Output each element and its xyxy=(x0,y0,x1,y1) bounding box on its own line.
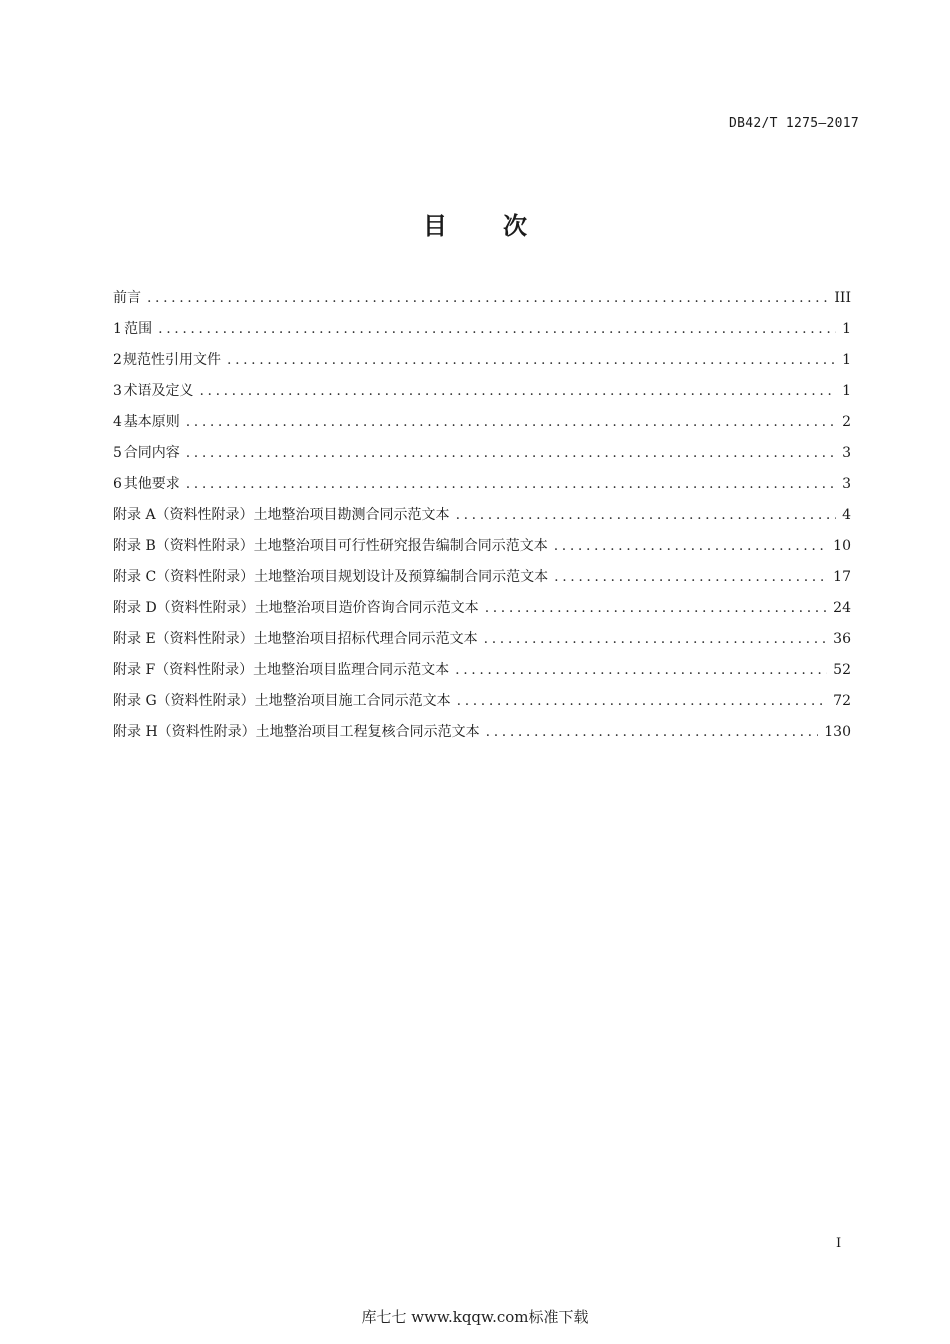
table-of-contents xyxy=(113,286,851,751)
toc-appendix-prefix: 附录 A（资料性附录） xyxy=(113,507,254,523)
toc-entry-label: 土地整治项目规划设计及预算编制合同示范文本 xyxy=(254,569,549,585)
toc-entry-label: 合同内容 xyxy=(123,445,180,461)
toc-dot-leader xyxy=(554,534,827,558)
toc-dot-leader xyxy=(227,348,836,372)
toc-chapter-number: 6 xyxy=(113,476,122,492)
toc-page-number: 4 xyxy=(842,507,851,523)
toc-chapter-number: 3 xyxy=(113,383,122,399)
standard-code: DB42/T 1275—2017 xyxy=(728,116,859,131)
toc-entry-chapter-5[interactable] xyxy=(113,441,851,472)
toc-entry-label: 土地整治项目施工合同示范文本 xyxy=(254,693,451,709)
page-number: I xyxy=(836,1236,842,1251)
toc-entry-chapter-2[interactable] xyxy=(113,348,851,379)
toc-entry-appendix-c[interactable] xyxy=(113,565,851,596)
toc-appendix-prefix: 附录 G（资料性附录） xyxy=(113,693,255,709)
toc-chapter-number: 5 xyxy=(113,445,122,461)
toc-entry-label: 基本原则 xyxy=(123,414,180,430)
toc-entry-label: 范围 xyxy=(124,321,153,337)
toc-entry-label: 土地整治项目可行性研究报告编制合同示范文本 xyxy=(253,538,548,554)
toc-entry-appendix-e[interactable] xyxy=(113,627,851,658)
toc-chapter-number: 1 xyxy=(113,321,122,337)
toc-page-number: 10 xyxy=(833,538,851,554)
toc-dot-leader xyxy=(199,379,836,403)
toc-entry-foreword[interactable] xyxy=(113,286,851,317)
toc-entry-label: 术语及定义 xyxy=(123,383,194,399)
toc-entry-label: 土地整治项目勘测合同示范文本 xyxy=(253,507,450,523)
toc-page-number: 1 xyxy=(842,383,851,399)
toc-page-number: 3 xyxy=(842,445,851,461)
toc-entry-label: 前言 xyxy=(113,290,141,306)
toc-entry-appendix-d[interactable] xyxy=(113,596,851,627)
toc-page-number: 1 xyxy=(842,352,851,368)
toc-page-number: 2 xyxy=(842,414,851,430)
toc-dot-leader xyxy=(158,317,836,341)
toc-dot-leader xyxy=(186,472,836,496)
toc-dot-leader xyxy=(186,410,836,434)
toc-entry-appendix-a[interactable] xyxy=(113,503,851,534)
toc-dot-leader xyxy=(554,565,827,589)
toc-entry-label: 土地整治项目监理合同示范文本 xyxy=(253,662,450,678)
toc-dot-leader xyxy=(484,627,828,651)
toc-dot-leader xyxy=(455,658,827,682)
toc-page-number: 24 xyxy=(833,600,851,616)
toc-appendix-prefix: 附录 C（资料性附录） xyxy=(113,569,255,585)
toc-dot-leader xyxy=(186,441,836,465)
toc-chapter-number: 2 xyxy=(113,352,122,368)
toc-appendix-prefix: 附录 E（资料性附录） xyxy=(113,631,254,647)
toc-entry-chapter-4[interactable] xyxy=(113,410,851,441)
toc-appendix-prefix: 附录 B（资料性附录） xyxy=(113,538,254,554)
toc-entry-appendix-f[interactable] xyxy=(113,658,851,689)
toc-title: 目次 xyxy=(423,212,583,240)
toc-entry-appendix-b[interactable] xyxy=(113,534,851,565)
toc-dot-leader xyxy=(456,503,837,527)
toc-appendix-prefix: 附录 D（资料性附录） xyxy=(113,600,255,616)
toc-appendix-prefix: 附录 H（资料性附录） xyxy=(113,724,256,740)
toc-entry-appendix-g[interactable] xyxy=(113,689,851,720)
toc-page-number: 1 xyxy=(842,321,851,337)
toc-page-number: III xyxy=(834,290,851,306)
toc-chapter-number: 4 xyxy=(113,414,122,430)
toc-entry-chapter-3[interactable] xyxy=(113,379,851,410)
toc-entry-chapter-6[interactable] xyxy=(113,472,851,503)
toc-dot-leader xyxy=(147,286,828,310)
toc-page-number: 36 xyxy=(833,631,851,647)
toc-entry-label: 土地整治项目造价咨询合同示范文本 xyxy=(254,600,479,616)
toc-page-number: 52 xyxy=(833,662,851,678)
toc-dot-leader xyxy=(485,596,827,620)
toc-entry-chapter-1[interactable] xyxy=(113,317,851,348)
toc-page-number: 130 xyxy=(824,724,851,740)
toc-dot-leader xyxy=(457,689,828,713)
toc-dot-leader xyxy=(486,720,819,744)
toc-entry-appendix-h[interactable] xyxy=(113,720,851,751)
toc-appendix-prefix: 附录 F（资料性附录） xyxy=(113,662,254,678)
toc-entry-label: 土地整治项目招标代理合同示范文本 xyxy=(253,631,478,647)
toc-entry-label: 土地整治项目工程复核合同示范文本 xyxy=(255,724,480,740)
toc-page-number: 72 xyxy=(833,693,851,709)
download-site-watermark: 库七七 www.kqqw.com标准下载 xyxy=(361,1308,589,1326)
toc-entry-label: 规范性引用文件 xyxy=(123,352,222,368)
toc-page-number: 17 xyxy=(833,569,851,585)
toc-page-number: 3 xyxy=(842,476,851,492)
toc-entry-label: 其他要求 xyxy=(123,476,180,492)
